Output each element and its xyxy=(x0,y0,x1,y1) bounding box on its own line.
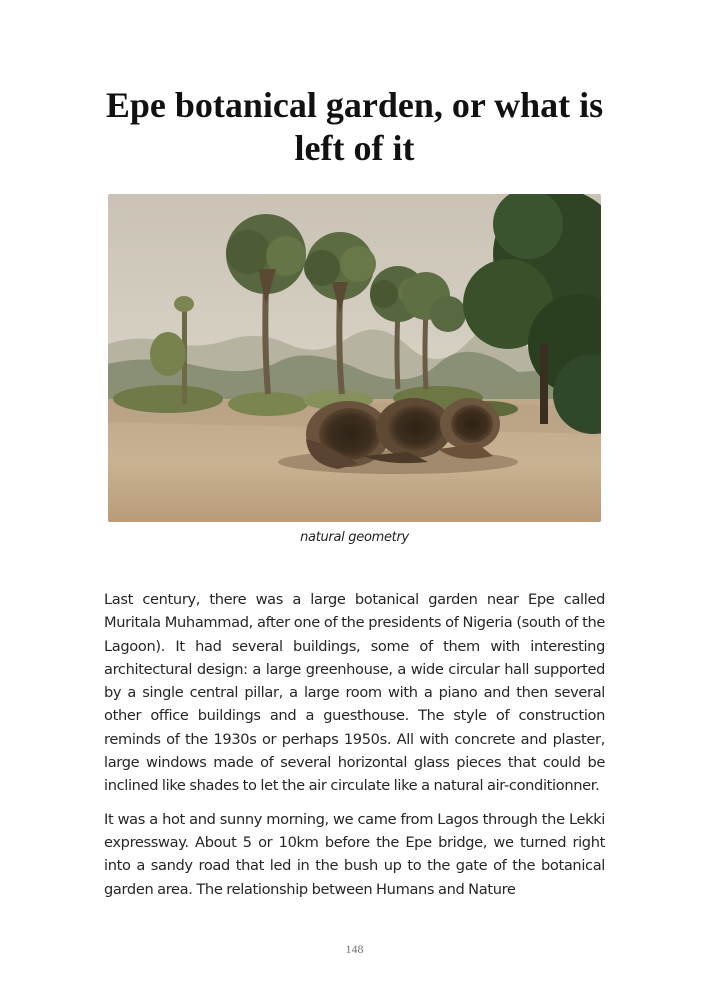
paragraph: Last century, there was a large botanical garden near Epe called Muritala Muhammad, after one of the presidents of Nigeria (south of the Lagoon). It had several buildings, some of them with interesting architectural design: a large greenhouse, a wide circular hall supported by a single central pillar, a large room with a piano and then several other office buildings and a guesthouse. The style of construction reminds of the 1930s or perhaps 1950s. All with concrete and plaster, large windows made of several horizontal glass pieces that could be inclined like shades to let the air circulate like a natural air-conditionner. xyxy=(104,591,605,795)
photo-illustration xyxy=(108,194,601,522)
garden-photo xyxy=(108,194,601,522)
page-number: 148 xyxy=(345,942,364,956)
paragraph: It was a hot and sunny morning, we came from Lagos through the Lekki expressway. About 5 or 10km before the Epe bridge, we turned right into a sandy road that led in the bush up to the gate of the botanical garden area. The relationship between Humans and Nature xyxy=(104,810,605,898)
article-body xyxy=(104,588,605,911)
figure-caption: natural geometry xyxy=(300,530,409,545)
page-title: Epe botanical garden, or what is left of it xyxy=(105,85,604,168)
